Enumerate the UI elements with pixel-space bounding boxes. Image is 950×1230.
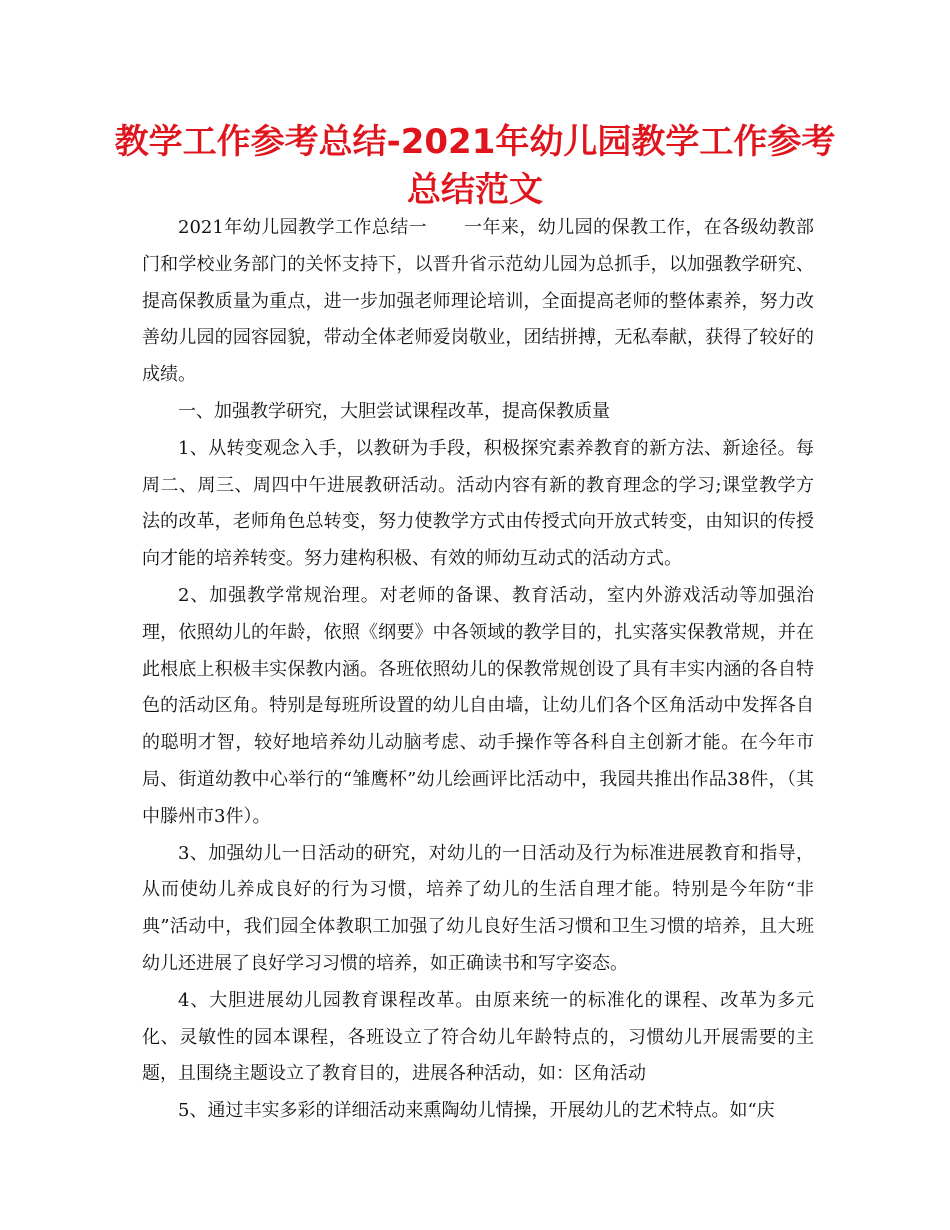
paragraph-intro: 2021年幼儿园教学工作总结一 一年来，幼儿园的保教工作，在各级幼教部门和学校业务部门的关怀支持下，以晋升省示范幼儿园为总抓手，以加强教学研究、提高保教质量为重点，进一步加强老师理论培训，全面提高老师的整体素养，努力改善幼儿园的园容园貌，带动全体老师爱岗敬业，团结拼搏，无私奉献，获得了较好的成绩。 xyxy=(142,217,814,386)
document-body xyxy=(142,210,814,1130)
paragraph-item-4: 4、大胆进展幼儿园教育课程改革。由原来统一的标准化的课程、改革为多元化、灵敏性的园本课程，各班设立了符合幼儿年龄特点的，习惯幼儿开展需要的主题，且围绕主题设立了教育目的，进展各种活动，如：区角活动 xyxy=(142,989,814,1085)
paragraph-item-5: 5、通过丰实多彩的详细活动来熏陶幼儿情操，开展幼儿的艺术特点。如“庆 xyxy=(178,1100,775,1122)
paragraph-item-3: 3、加强幼儿一日活动的研究，对幼儿的一日活动及行为标准进展教育和指导，从而使幼儿养成良好的行为习惯，培养了幼儿的生活自理才能。特别是今年防“非典”活动中，我们园全体教职工加强了幼儿良好生活习惯和卫生习惯的培养，且大班幼儿还进展了良好学习习惯的培养，如正确读书和写字姿态。 xyxy=(142,842,814,974)
paragraph-item-2: 2、加强教学常规治理。对老师的备课、教育活动，室内外游戏活动等加强治理，依照幼儿的年龄，依照《纲要》中各领域的教学目的，扎实落实保教常规，并在此根底上积极丰实保教内涵。各班依照幼儿的保教常规创设了具有丰实内涵的各自特色的活动区角。特别是每班所设置的幼儿自由墙，让幼儿们各个区角活动中发挥各自的聪明才智，较好地培养幼儿动脑考虑、动手操作等各科自主创新才能。在今年市局、街道幼教中心举行的“雏鹰杯”幼儿绘画评比活动中，我园共推出作品38件，（其中滕州市3件）。 xyxy=(142,584,814,827)
section-heading-1: 一、加强教学研究，大胆尝试课程改革，提高保教质量 xyxy=(178,400,610,422)
paragraph-item-1: 1、从转变观念入手，以教研为手段，积极探究素养教育的新方法、新途径。每周二、周三、周四中午进展教研活动。活动内容有新的教育理念的学习;课堂教学方法的改革，老师角色总转变，努力使教学方式由传授式向开放式转变，由知识的传授向才能的培养转变。努力建构积极、有效的师幼互动式的活动方式。 xyxy=(142,437,814,570)
document-title: 教学工作参考总结-2021年幼儿园教学工作参考总结范文 xyxy=(114,122,836,210)
